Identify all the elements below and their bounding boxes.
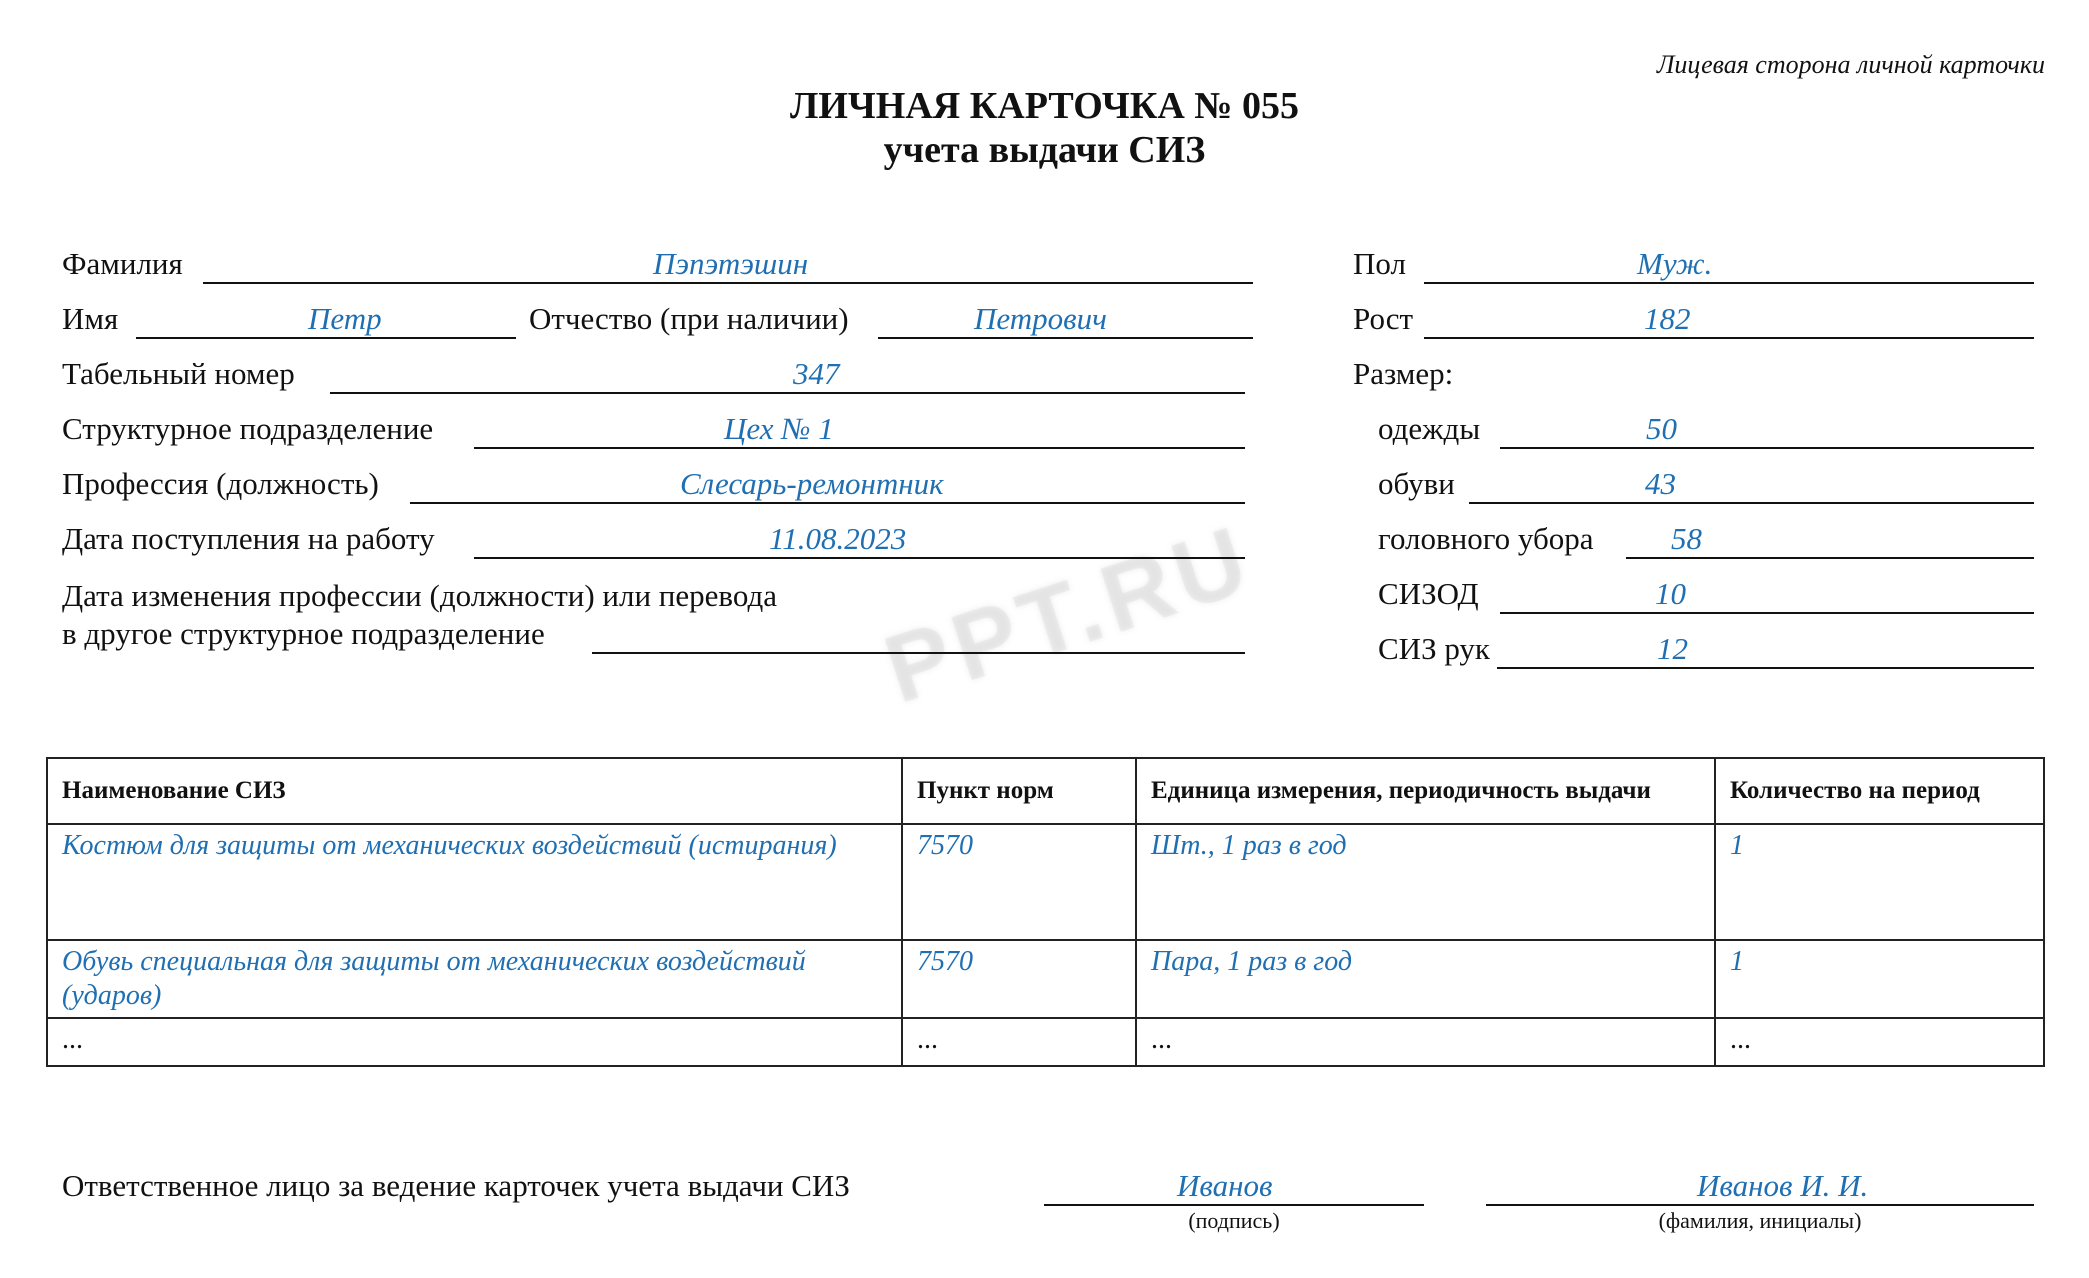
profession-field[interactable]	[410, 466, 1245, 504]
profession-label: Профессия (должность)	[62, 466, 379, 501]
signature-caption: (подпись)	[1188, 1208, 1280, 1233]
patronymic-field[interactable]	[878, 301, 1253, 339]
card-title: ЛИЧНАЯ КАРТОЧКА № 055	[790, 85, 1299, 127]
card-subtitle: учета выдачи СИЗ	[883, 129, 1206, 171]
signature-field[interactable]	[1044, 1168, 1424, 1206]
name-label: Имя	[62, 301, 119, 336]
profession-value: Слесарь-ремонтник	[680, 466, 944, 501]
respirator-size-field[interactable]	[1500, 576, 2034, 614]
clothing-size-label: одежды	[1378, 411, 1481, 446]
ppe-table	[46, 757, 2045, 1067]
hand-protection-size-label: СИЗ рук	[1378, 631, 1490, 666]
shoe-size-value: 43	[1645, 466, 1676, 501]
shoe-size-field[interactable]	[1469, 466, 2034, 504]
cell-ppe-name[interactable]: ...	[47, 1018, 902, 1066]
hand-protection-size-field[interactable]	[1497, 631, 2034, 669]
surname-field[interactable]	[203, 246, 1253, 284]
gender-value: Муж.	[1637, 246, 1713, 281]
full-name-value: Иванов И. И.	[1697, 1168, 1869, 1203]
cell-norm-clause[interactable]: 7570	[902, 824, 1136, 940]
cell-unit-period[interactable]: Пара, 1 раз в год	[1136, 940, 1715, 1018]
headwear-size-label: головного убора	[1378, 521, 1594, 556]
headwear-size-value: 58	[1671, 521, 1702, 556]
signature-value: Иванов	[1177, 1168, 1273, 1203]
table-row	[47, 940, 2044, 1018]
cell-quantity[interactable]: 1	[1715, 824, 2044, 940]
responsible-person-label: Ответственное лицо за ведение карточек учета выдачи СИЗ	[62, 1168, 850, 1203]
hand-protection-size-value: 12	[1657, 631, 1688, 666]
height-value: 182	[1644, 301, 1691, 336]
cell-unit-period[interactable]: Шт., 1 раз в год	[1136, 824, 1715, 940]
department-label: Структурное подразделение	[62, 411, 434, 446]
headwear-size-field[interactable]	[1626, 521, 2034, 559]
table-row	[47, 824, 2044, 940]
personnel-number-field[interactable]	[330, 356, 1245, 394]
watermark: PPT.RU	[872, 505, 1265, 724]
patronymic-value: Петрович	[974, 301, 1107, 336]
gender-field[interactable]	[1424, 246, 2034, 284]
cell-norm-clause[interactable]: ...	[902, 1018, 1136, 1066]
gender-label: Пол	[1353, 246, 1406, 281]
cell-norm-clause[interactable]: 7570	[902, 940, 1136, 1018]
hire-date-value: 11.08.2023	[769, 521, 907, 556]
header-unit-period: Единица измерения, периодичность выдачи	[1136, 758, 1715, 824]
change-date-label-line2: в другое структурное подразделение	[62, 616, 545, 651]
table-header-row	[47, 758, 2044, 824]
hire-date-field[interactable]	[474, 521, 1245, 559]
shoe-size-label: обуви	[1378, 466, 1455, 501]
change-date-label-line1: Дата изменения профессии (должности) или перевода	[62, 578, 777, 613]
respirator-size-label: СИЗОД	[1378, 576, 1479, 611]
size-header: Размер:	[1353, 356, 1454, 391]
clothing-size-value: 50	[1646, 411, 1677, 446]
cell-ppe-name[interactable]: Костюм для защиты от механических воздействий (истирания)	[47, 824, 902, 940]
cell-quantity[interactable]: ...	[1715, 1018, 2044, 1066]
department-value: Цех № 1	[724, 411, 834, 446]
clothing-size-field[interactable]	[1500, 411, 2034, 449]
cell-unit-period[interactable]: ...	[1136, 1018, 1715, 1066]
height-label: Рост	[1353, 301, 1414, 336]
full-name-caption: (фамилия, инициалы)	[1658, 1208, 1862, 1233]
hire-date-label: Дата поступления на работу	[62, 521, 435, 556]
surname-label: Фамилия	[62, 246, 183, 281]
header-norm-clause: Пункт норм	[902, 758, 1136, 824]
cell-quantity[interactable]: 1	[1715, 940, 2044, 1018]
surname-value: Пэпэтэшин	[653, 246, 809, 281]
name-value: Петр	[308, 301, 382, 336]
table-row	[47, 1018, 2044, 1066]
personnel-number-value: 347	[793, 356, 840, 391]
name-field[interactable]	[136, 301, 516, 339]
header-quantity: Количество на период	[1715, 758, 2044, 824]
full-name-field[interactable]	[1486, 1168, 2034, 1206]
respirator-size-value: 10	[1655, 576, 1686, 611]
change-date-field[interactable]	[592, 616, 1245, 654]
side-note: Лицевая сторона личной карточки	[1656, 50, 2045, 79]
patronymic-label: Отчество (при наличии)	[529, 301, 849, 336]
personnel-number-label: Табельный номер	[62, 356, 295, 391]
header-ppe-name: Наименование СИЗ	[47, 758, 902, 824]
department-field[interactable]	[474, 411, 1245, 449]
height-field[interactable]	[1424, 301, 2034, 339]
cell-ppe-name[interactable]: Обувь специальная для защиты от механических воздействий (ударов)	[47, 940, 902, 1018]
